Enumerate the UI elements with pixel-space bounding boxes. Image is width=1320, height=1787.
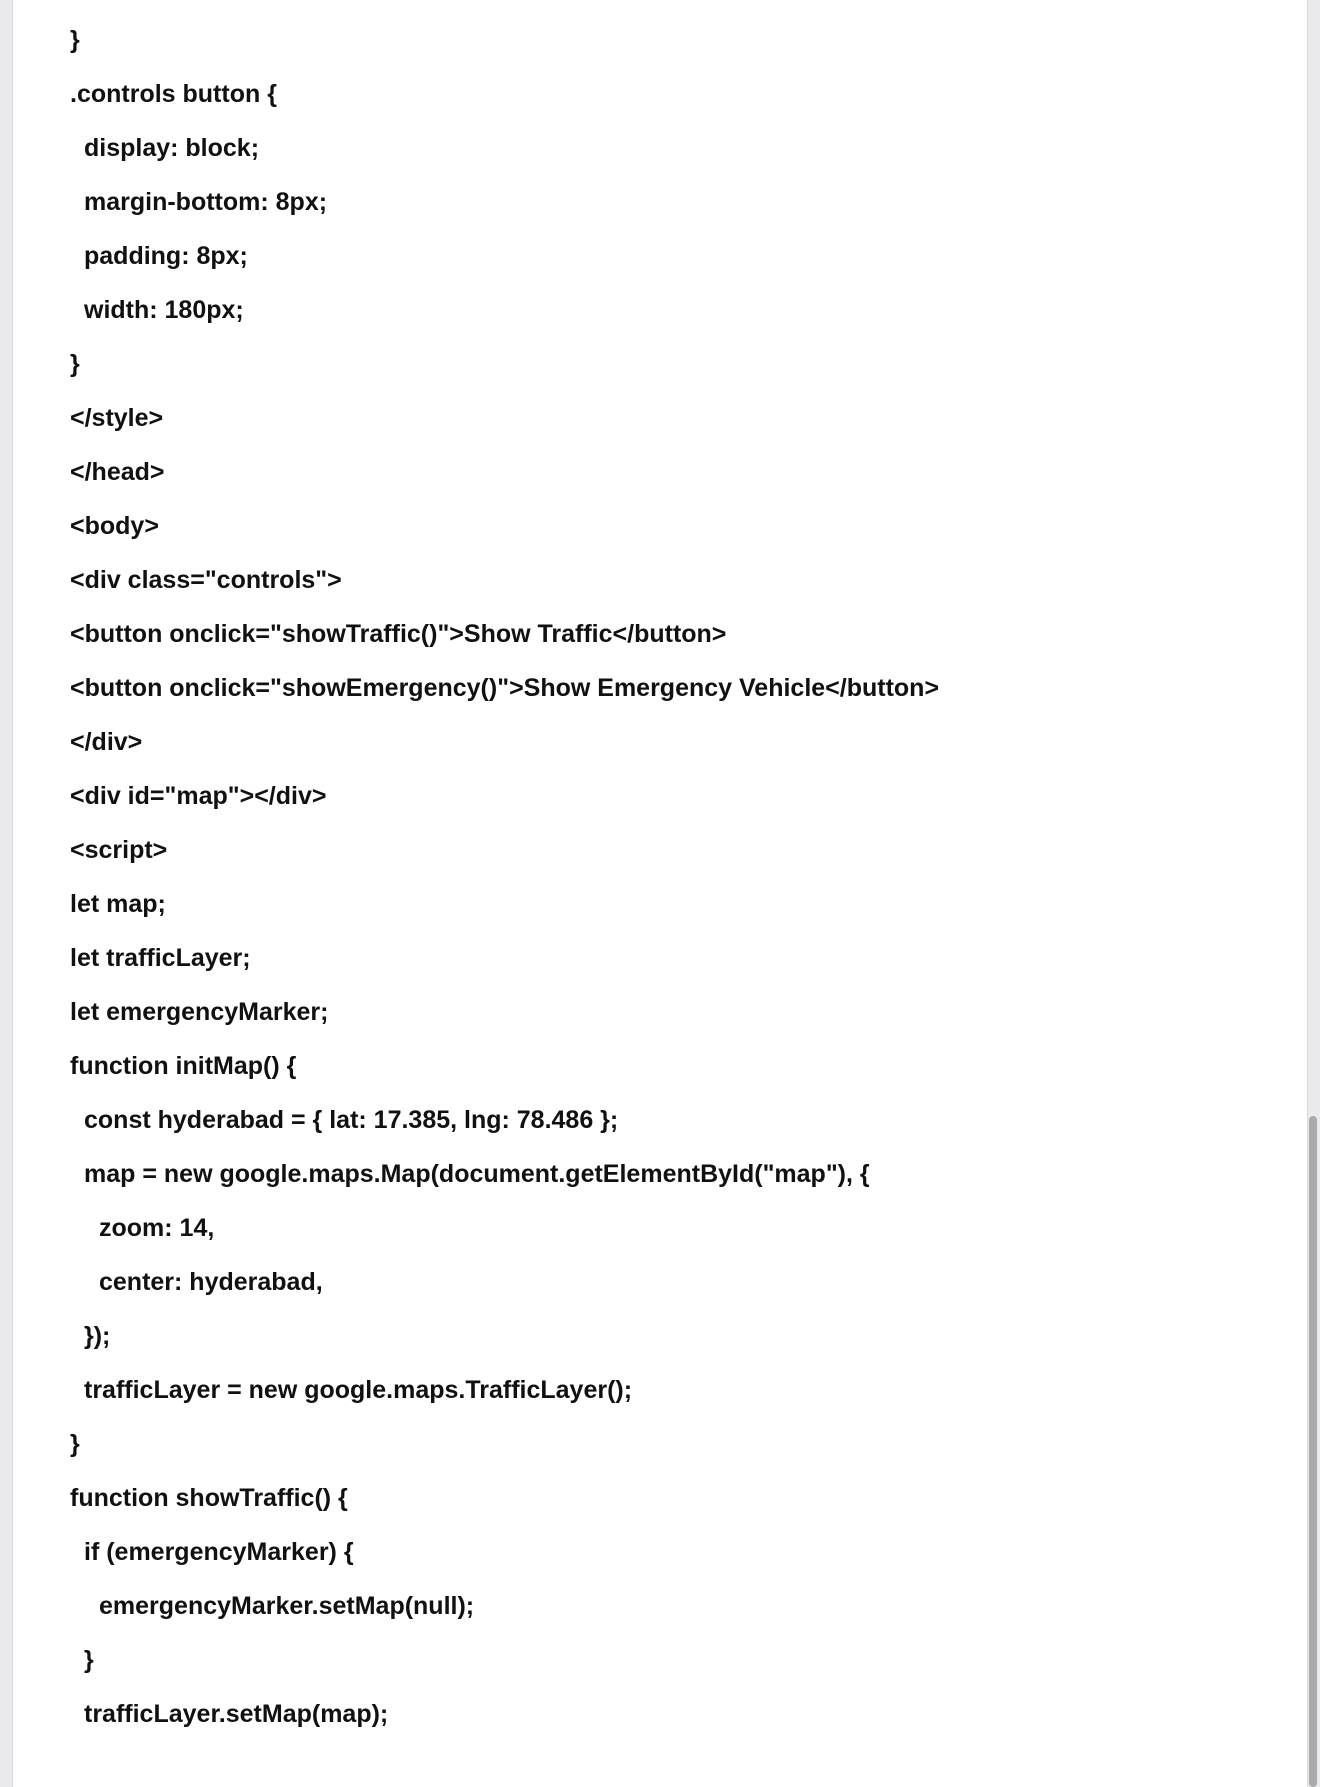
code-line: <div id="map"></div> [70,782,327,810]
scrollbar-thumb[interactable] [1309,1116,1317,1787]
code-block [70,18,1287,1746]
code-line: .controls button { [70,80,277,108]
code-line: <div class="controls"> [70,566,342,594]
code-line: </style> [70,404,164,432]
code-line: margin-bottom: 8px; [84,188,328,216]
code-line: }); [84,1322,111,1350]
code-line: display: block; [84,134,260,162]
code-line: function showTraffic() { [70,1484,348,1512]
code-line: width: 180px; [84,296,244,324]
code-line: emergencyMarker.setMap(null); [99,1592,475,1620]
code-line: trafficLayer = new google.maps.TrafficLayer(); [84,1376,633,1404]
code-line: } [84,1646,94,1674]
code-line: center: hyderabad, [99,1268,323,1296]
code-line: let map; [70,890,166,918]
code-line: let trafficLayer; [70,944,251,972]
code-line: trafficLayer.setMap(map); [84,1700,389,1728]
code-line: </head> [70,458,165,486]
document-page [12,0,1308,1787]
code-line: } [70,1430,80,1458]
code-line: } [70,350,80,378]
code-line: map = new google.maps.Map(document.getElementById("map"), { [84,1160,870,1188]
code-line: <body> [70,512,159,540]
code-line: <script> [70,836,168,864]
code-line: function initMap() { [70,1052,297,1080]
vertical-scrollbar[interactable] [1307,0,1319,1787]
code-line: zoom: 14, [99,1214,215,1242]
code-line: <button onclick="showTraffic()">Show Traffic</button> [70,620,727,648]
code-line: let emergencyMarker; [70,998,329,1026]
code-line: padding: 8px; [84,242,248,270]
code-line: </div> [70,728,143,756]
code-line: if (emergencyMarker) { [84,1538,354,1566]
code-line: const hyderabad = { lat: 17.385, lng: 78.486 }; [84,1106,619,1134]
code-line: <button onclick="showEmergency()">Show Emergency Vehicle</button> [70,674,940,702]
code-line: } [70,26,80,54]
